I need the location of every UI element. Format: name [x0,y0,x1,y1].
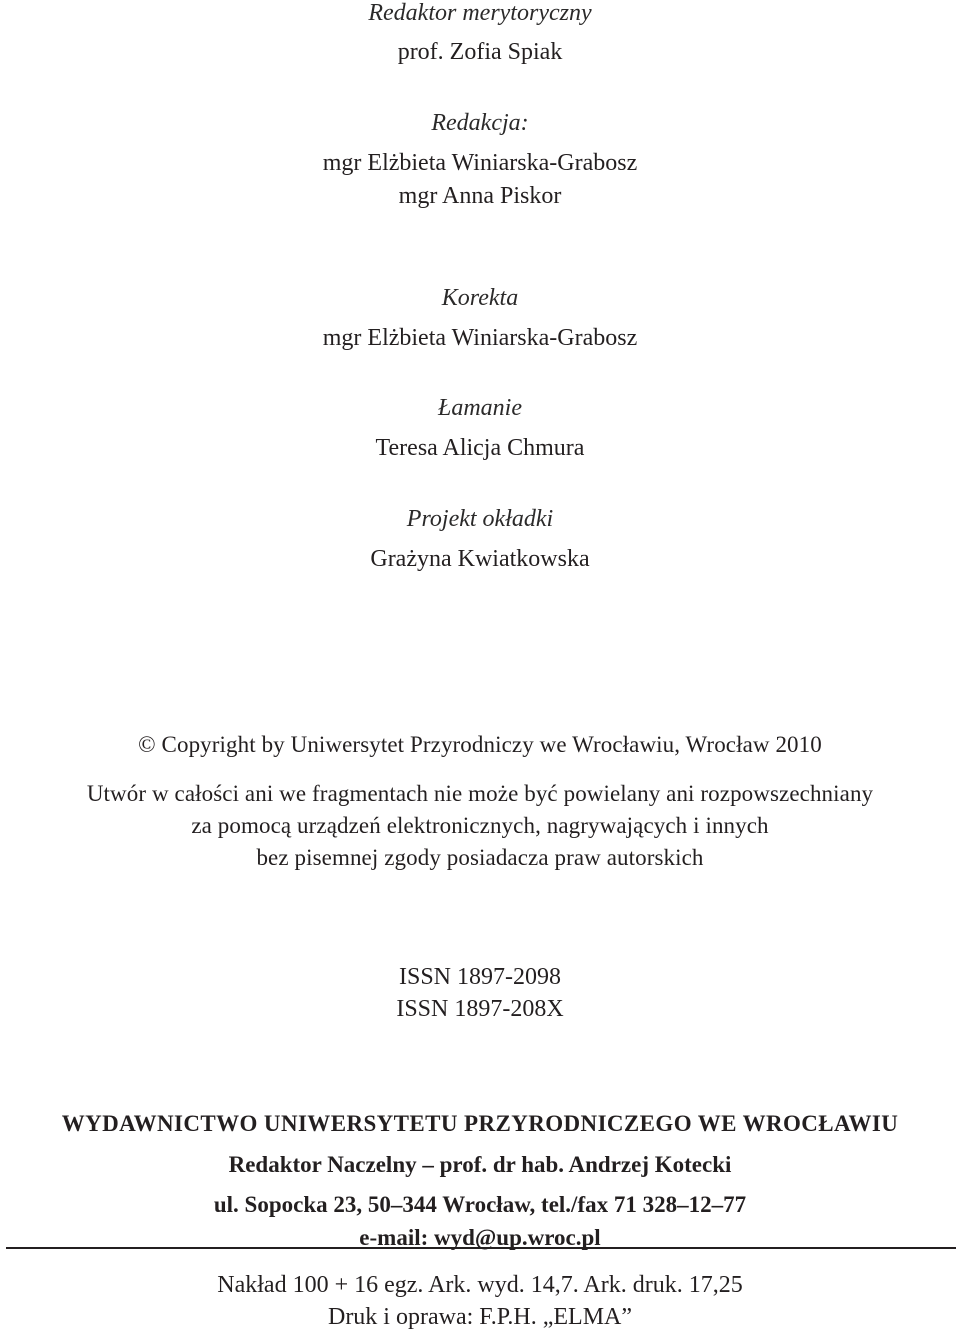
credit-name-proofreading: mgr Elżbieta Winiarska-Grabosz [322,325,638,351]
issn-1: ISSN 1897-2098 [398,964,561,990]
rights-line-3: bez pisemnej zgody posiadacza praw autorskich [256,845,704,870]
credit-role-typesetting: Łamanie [438,395,522,421]
credit-name-substantive-editor: prof. Zofia Spiak [397,39,563,65]
credit-role-cover-design: Projekt okładki [406,506,554,532]
rights-line-1: Utwór w całości ani we fragmentach nie może być powielany ani rozpowszechniany [86,781,874,806]
credit-role-editing: Redakcja: [431,110,529,136]
publisher-editor-in-chief: Redaktor Naczelny – prof. dr hab. Andrzej Kotecki [228,1152,732,1177]
credit-role-proofreading: Korekta [441,285,519,311]
credit-name-typesetting: Teresa Alicja Chmura [375,435,585,461]
credit-name-editing-1: mgr Elżbieta Winiarska-Grabosz [322,150,638,176]
print-printer: Druk i oprawa: F.P.H. „ELMA” [327,1304,633,1330]
print-circulation: Nakład 100 + 16 egz. Ark. wyd. 14,7. Ark. druk. 17,25 [217,1272,743,1298]
publisher-name: WYDAWNICTWO UNIWERSYTETU PRZYRODNICZEGO WE WROCŁAWIU [61,1111,899,1136]
credit-role-substantive-editor: Redaktor merytoryczny [368,0,592,26]
credit-name-editing-2: mgr Anna Piskor [398,183,562,209]
copyright-notice: © Copyright by Uniwersytet Przyrodniczy we Wrocławiu, Wrocław 2010 [138,732,822,757]
publisher-address: ul. Sopocka 23, 50–344 Wrocław, tel./fax 71 328–12–77 [213,1192,747,1217]
credit-name-cover-design: Grażyna Kwiatkowska [370,546,590,572]
divider-rule [6,1247,956,1249]
publisher-email: e-mail: wyd@up.wroc.pl [359,1225,601,1250]
rights-line-2: za pomocą urządzeń elektronicznych, nagrywających i innych [191,813,769,838]
issn-2: ISSN 1897-208X [396,996,564,1022]
